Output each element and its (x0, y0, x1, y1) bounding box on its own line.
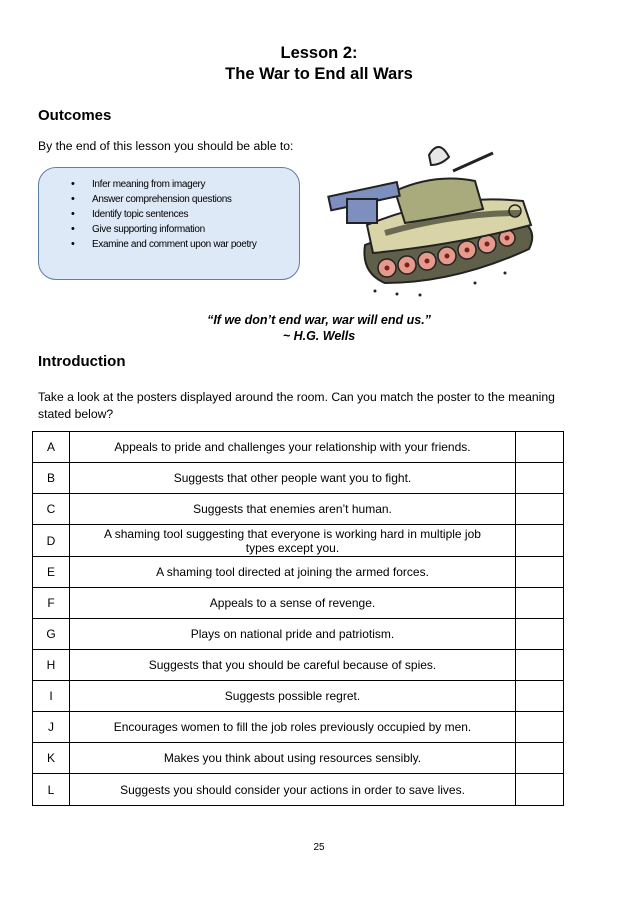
table-row (33, 557, 564, 588)
answer-cell[interactable] (516, 525, 564, 557)
outcomes-intro: By the end of this lesson you should be able to: (38, 139, 294, 153)
table-row (33, 619, 564, 650)
bullet-icon: • (71, 223, 75, 235)
outcome-item: • Examine and comment upon war poetry (71, 238, 257, 250)
row-letter: A (33, 432, 70, 463)
table-row (33, 463, 564, 494)
quote-text: “If we don’t end war, war will end us.” (207, 313, 431, 327)
introduction-text: Take a look at the posters displayed around the room. Can you match the poster to the meaning stated below? (38, 390, 555, 421)
row-meaning: Suggests that you should be careful because of spies. (70, 650, 516, 681)
row-meaning: Makes you think about using resources sensibly. (70, 743, 516, 774)
row-letter: J (33, 712, 70, 743)
row-letter: F (33, 588, 70, 619)
lesson-title: The War to End all Wars (225, 65, 413, 83)
table-row (33, 681, 564, 712)
outcomes-heading: Outcomes (38, 107, 112, 124)
row-letter: K (33, 743, 70, 774)
answer-cell[interactable] (516, 619, 564, 650)
row-meaning: Suggests that enemies aren’t human. (70, 494, 516, 525)
row-letter: D (33, 525, 70, 557)
row-meaning: Plays on national pride and patriotism. (70, 619, 516, 650)
answer-cell[interactable] (516, 494, 564, 525)
row-letter: E (33, 557, 70, 588)
table-row (33, 588, 564, 619)
row-letter: I (33, 681, 70, 712)
tank-clipart-icon (325, 133, 545, 298)
answer-cell[interactable] (516, 557, 564, 588)
outcome-item: • Identify topic sentences (71, 208, 189, 220)
lesson-number: Lesson 2: (280, 44, 358, 62)
table-row (33, 494, 564, 525)
row-meaning: Appeals to a sense of revenge. (70, 588, 516, 619)
poster-match-table (32, 431, 564, 806)
row-letter: G (33, 619, 70, 650)
bullet-icon: • (71, 178, 75, 190)
table-row (33, 712, 564, 743)
introduction-heading: Introduction (38, 353, 126, 370)
row-meaning: Suggests possible regret. (70, 681, 516, 712)
row-meaning: Encourages women to fill the job roles previously occupied by men. (70, 712, 516, 743)
table-row (33, 525, 564, 557)
answer-cell[interactable] (516, 650, 564, 681)
quote-author: ~ H.G. Wells (282, 329, 356, 343)
row-meaning: A shaming tool suggesting that everyone is working hard in multiple job types except you. (70, 525, 516, 557)
outcomes-box (38, 167, 300, 280)
row-letter: L (33, 774, 70, 806)
row-letter: C (33, 494, 70, 525)
bullet-icon: • (71, 193, 75, 205)
answer-cell[interactable] (516, 743, 564, 774)
table-row (33, 650, 564, 681)
row-meaning: A shaming tool directed at joining the armed forces. (70, 557, 516, 588)
row-letter: B (33, 463, 70, 494)
outcome-item: • Infer meaning from imagery (71, 178, 206, 190)
row-meaning: Appeals to pride and challenges your relationship with your friends. (70, 432, 516, 463)
row-meaning: Suggests that other people want you to fight. (70, 463, 516, 494)
outcomes-list (71, 177, 291, 252)
answer-cell[interactable] (516, 774, 564, 806)
row-meaning: Suggests you should consider your actions in order to save lives. (70, 774, 516, 806)
answer-cell[interactable] (516, 712, 564, 743)
table-row (33, 774, 564, 806)
table-row (33, 432, 564, 463)
bullet-icon: • (71, 208, 75, 220)
row-letter: H (33, 650, 70, 681)
answer-cell[interactable] (516, 681, 564, 712)
answer-cell[interactable] (516, 588, 564, 619)
bullet-icon: • (71, 238, 75, 250)
table-row (33, 743, 564, 774)
outcome-item: • Give supporting information (71, 223, 205, 235)
answer-cell[interactable] (516, 432, 564, 463)
page-number: 25 (313, 842, 325, 853)
outcome-item: • Answer comprehension questions (71, 193, 232, 205)
answer-cell[interactable] (516, 463, 564, 494)
